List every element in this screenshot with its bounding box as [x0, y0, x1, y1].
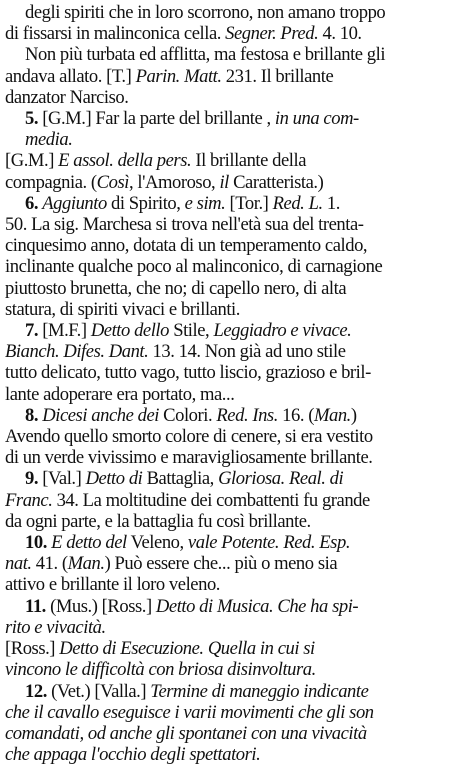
text-run: 1.	[322, 192, 340, 214]
italic-run: Aggiunto	[42, 192, 107, 214]
text-line	[5, 681, 466, 702]
italic-run: che il cavallo eseguisce i varii movimenti che gli son	[5, 701, 374, 723]
text-run: 231. Il brillante	[221, 65, 334, 87]
text-run: 16. (	[277, 404, 314, 426]
text-line	[5, 87, 466, 108]
text-run: inclinante qualche poco al malinconico, di carnagione	[5, 256, 383, 278]
text-line	[5, 426, 466, 447]
text-run: cinquesimo anno, dotata di un temperamento caldo,	[5, 235, 368, 257]
italic-run: Red. Ins.	[216, 404, 278, 426]
text-line	[5, 638, 466, 659]
text-run: andava allato. [T.]	[5, 65, 136, 87]
italic-run: Segner. Pred.	[225, 23, 319, 45]
italic-run: vale Potente. Red. Esp.	[187, 532, 351, 554]
text-line	[5, 744, 466, 765]
italic-run: Dicesi anche dei	[42, 404, 159, 426]
text-line	[5, 235, 466, 256]
text-run: Il brillante della	[191, 150, 307, 172]
text-line	[5, 341, 466, 362]
text-line	[5, 723, 466, 744]
text-line	[5, 129, 466, 150]
text-run: Caratterista.)	[228, 171, 324, 193]
text-run: Veleno,	[126, 532, 188, 554]
text-run: lante adoperare era portato, ma...	[5, 383, 235, 405]
text-run: Battaglia,	[142, 468, 219, 490]
text-run: degli spiriti che in loro scorrono, non amano troppo	[25, 2, 386, 23]
text-run: statura, di spiriti vivaci e brillanti.	[5, 298, 240, 320]
italic-run: Termine di maneggio indicante	[150, 680, 369, 702]
text-run: di un verde vivissimo e maravigliosamente brillante.	[5, 447, 373, 469]
italic-run: e sim.	[184, 192, 226, 214]
text-run: [Ross.]	[5, 638, 60, 660]
text-run: tutto delicato, tutto vago, tutto liscio, grazioso e bril-	[5, 362, 371, 384]
text-run: 4. 10.	[318, 23, 362, 45]
text-run: piuttosto brunetta, che no; di capello nero, di alta	[5, 277, 347, 299]
text-line	[5, 299, 466, 320]
italic-run: Detto di Musica. Che ha spi-	[155, 595, 359, 617]
text-run: [M.F.]	[38, 320, 91, 342]
text-line	[5, 553, 466, 574]
sense-number: 11.	[25, 595, 46, 617]
text-run: compagnia. (	[5, 171, 97, 193]
text-run: , l'Amoroso,	[128, 171, 220, 193]
text-run: da ogni parte, e la battaglia fu così brillante.	[5, 510, 311, 532]
italic-run: Franc.	[5, 489, 53, 511]
sense-number: 8.	[25, 404, 39, 426]
text-run: (Mus.) [Ross.]	[45, 595, 156, 617]
text-line	[5, 532, 466, 553]
text-run: 50. La sig. Marchesa si trova nell'età sua del trenta-	[5, 214, 364, 236]
text-line	[5, 256, 466, 277]
text-line	[5, 702, 466, 723]
text-line	[5, 23, 466, 44]
text-run: Avendo quello smorto colore di cenere, si era vestito	[5, 426, 373, 448]
italic-run: Man.	[67, 553, 105, 575]
text-line	[5, 617, 466, 638]
text-line	[5, 447, 466, 468]
italic-run: rito e vivacità.	[5, 616, 106, 638]
italic-run: nat.	[5, 553, 32, 575]
text-run: (Vet.) [Valla.]	[46, 680, 151, 702]
text-line	[5, 66, 466, 87]
italic-run: Detto dello	[90, 320, 169, 342]
sense-number: 10.	[25, 532, 47, 554]
italic-run: Parin. Matt.	[135, 65, 222, 87]
italic-run: E assol. della pers.	[58, 150, 192, 172]
italic-run: vincono le difficoltà con briosa disinvoltura.	[5, 659, 316, 681]
sense-number: 12.	[25, 680, 47, 702]
text-line	[5, 384, 466, 405]
italic-run: Man.	[313, 404, 351, 426]
text-line	[5, 108, 466, 129]
italic-run: che appaga l'occhio degli spettatori.	[5, 744, 261, 766]
text-line	[5, 2, 466, 23]
text-run: [Val.]	[38, 468, 86, 490]
text-run: di fissarsi in malinconica cella.	[5, 23, 226, 45]
text-line	[5, 214, 466, 235]
text-line	[5, 490, 466, 511]
text-line	[5, 511, 466, 532]
text-line	[5, 150, 466, 171]
text-line	[5, 320, 466, 341]
text-run: 34. La moltitudine dei combattenti fu grande	[52, 489, 370, 511]
text-run: [Tor.]	[225, 192, 273, 214]
italic-run: Così	[96, 171, 129, 193]
text-line	[5, 405, 466, 426]
text-run: ) Può essere che... più o meno sia	[104, 553, 338, 575]
text-line	[5, 362, 466, 383]
italic-run: Red. L.	[272, 192, 323, 214]
text-run: di Spirito,	[106, 192, 185, 214]
italic-run: Leggiadro e vivace.	[213, 320, 352, 342]
text-run: Stile,	[169, 320, 214, 342]
text-line	[5, 44, 466, 65]
text-run: 13. 14. Non già ad uno stile	[148, 341, 346, 363]
text-run: [G.M.]	[5, 150, 59, 172]
text-line	[5, 172, 466, 193]
italic-run: Detto di Esecuzione. Quella in cui si	[59, 638, 315, 660]
sense-number: 7.	[25, 320, 39, 342]
text-run: [G.M.] Far la parte del brillante ,	[38, 108, 275, 130]
text-run: Colori.	[158, 404, 217, 426]
sense-number: 9.	[25, 468, 39, 490]
italic-run: Detto di	[85, 468, 143, 490]
text-line	[5, 278, 466, 299]
italic-run: il	[219, 171, 229, 193]
text-run: danzator Narciso.	[5, 86, 129, 108]
text-run: attivo e brillante il loro veleno.	[5, 574, 220, 596]
italic-run: media.	[25, 129, 73, 151]
text-run: 41. (	[31, 553, 68, 575]
text-line	[5, 659, 466, 680]
italic-run: in una com-	[274, 108, 359, 130]
italic-run: comandati, od anche gli spontanei con una vivacità	[5, 722, 367, 744]
text-line	[5, 596, 466, 617]
sense-number: 5.	[25, 108, 39, 130]
sense-number: 6.	[25, 192, 39, 214]
italic-run: E detto del	[51, 532, 127, 554]
text-line	[5, 468, 466, 489]
italic-run: Gloriosa. Real. di	[218, 468, 344, 490]
text-line	[5, 193, 466, 214]
italic-run: Bianch. Difes. Dant.	[5, 341, 149, 363]
text-run: Non più turbata ed afflitta, ma festosa e brillante gli	[25, 44, 386, 66]
text-line	[5, 574, 466, 595]
text-run: )	[350, 404, 357, 426]
